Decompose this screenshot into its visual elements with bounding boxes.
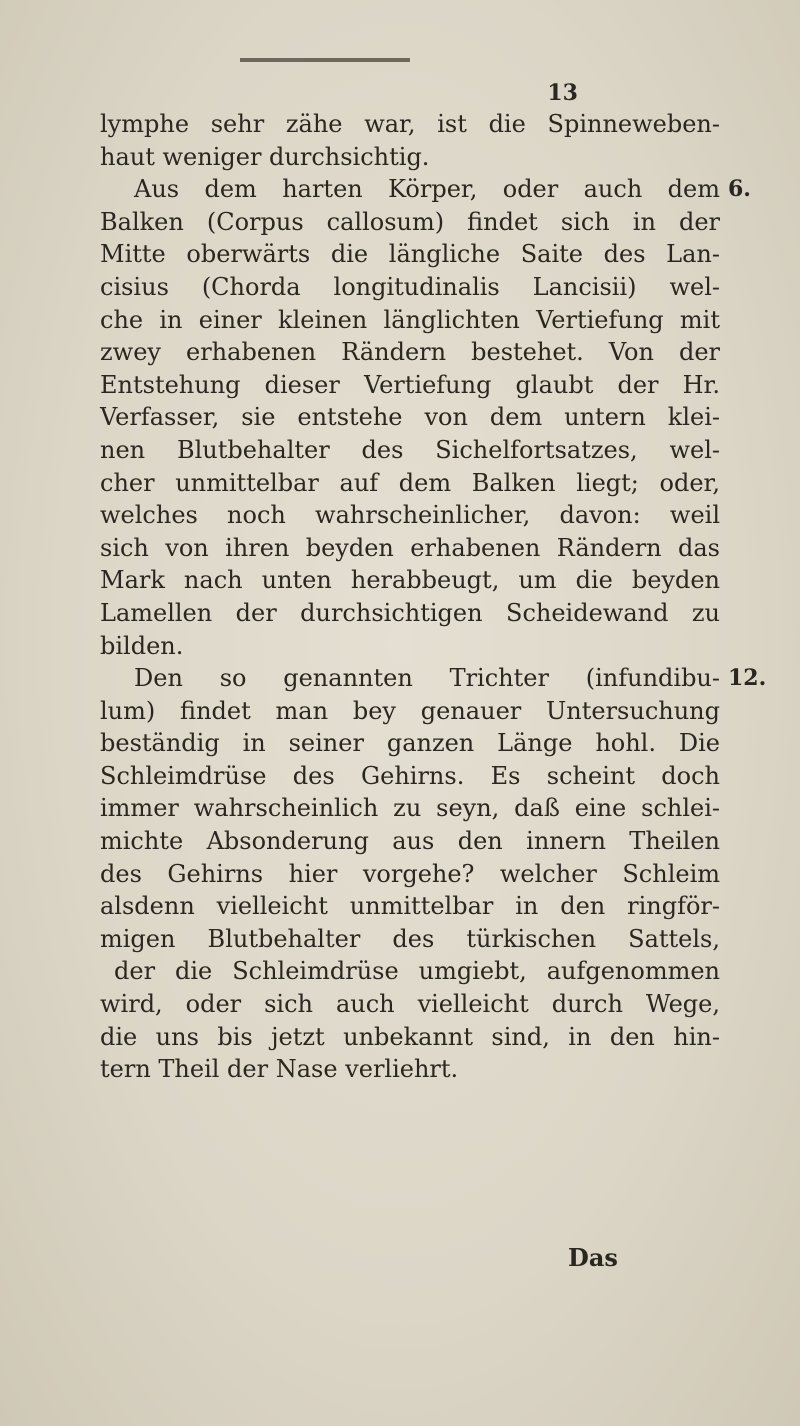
text-line: nen Blutbehalter des Sichelfortsatzes, wel-: [100, 435, 720, 464]
text-line: die uns bis jetzt unbekannt sind, in den hin-: [100, 1022, 720, 1051]
text-line: sich von ihren beyden erhabenen Rändern das: [100, 533, 720, 562]
text-line: alsdenn vielleicht unmittelbar in den ringför-: [100, 892, 720, 921]
text-line: migen Blutbehalter des türkischen Sattels,: [100, 924, 720, 953]
text-line: des Gehirns hier vorgehe? welcher Schleim: [100, 859, 720, 888]
text-line: haut weniger durchsichtig.: [100, 142, 430, 171]
text-line: wird, oder sich auch vielleicht durch Wege,: [100, 990, 720, 1019]
top-rule: [240, 58, 410, 62]
text-line: Entstehung dieser Vertiefung glaubt der Hr.: [100, 370, 720, 399]
text-line: Lamellen der durchsichtigen Scheidewand zu: [100, 598, 720, 627]
text-line: immer wahrscheinlich zu seyn, daß eine schlei-: [100, 794, 720, 823]
text-line: Mark nach unten herabbeugt, um die beyden: [100, 566, 720, 595]
text-line: bilden.: [100, 631, 184, 660]
text-line: Schleimdrüse des Gehirns. Es scheint doch: [100, 761, 720, 790]
text-line: welches noch wahrscheinlicher, davon: weil: [100, 501, 720, 530]
text-line: Balken (Corpus callosum) findet sich in der: [100, 207, 720, 236]
page-number: 13: [547, 80, 578, 106]
text-line: tern Theil der Nase verliehrt.: [100, 1055, 459, 1084]
text-line: michte Absonderung aus den innern Theilen: [100, 827, 720, 856]
text-line: zwey erhabenen Rändern bestehet. Von der: [100, 338, 720, 367]
text-line: Verfasser, sie entstehe von dem untern klei-: [100, 403, 720, 432]
text-line: lymphe sehr zähe war, ist die Spinneweben-: [100, 110, 720, 138]
text-line: lum) findet man bey genauer Untersuchung: [100, 696, 720, 725]
text-line: cisius (Chorda longitudinalis Lancisii) wel-: [100, 272, 720, 301]
section-number: 6.: [728, 176, 751, 203]
text-line: Aus dem harten Körper, oder auch dem 6.: [100, 173, 720, 206]
text-line: beständig in seiner ganzen Länge hohl. Die: [100, 729, 720, 758]
text-line: che in einer kleinen länglichten Vertiefung mit: [100, 305, 720, 334]
text-line: der die Schleimdrüse umgiebt, aufgenommen: [114, 957, 720, 986]
text-line: Mitte oberwärts die längliche Saite des Lan-: [100, 240, 720, 269]
catchword: Das: [568, 1243, 618, 1272]
text-line: Den so genannten Trichter (infundibu- 12.: [100, 662, 720, 695]
text-block: [100, 108, 767, 1086]
text-line: cher unmittelbar auf dem Balken liegt; oder,: [100, 468, 720, 497]
section-number: 12.: [728, 665, 767, 692]
